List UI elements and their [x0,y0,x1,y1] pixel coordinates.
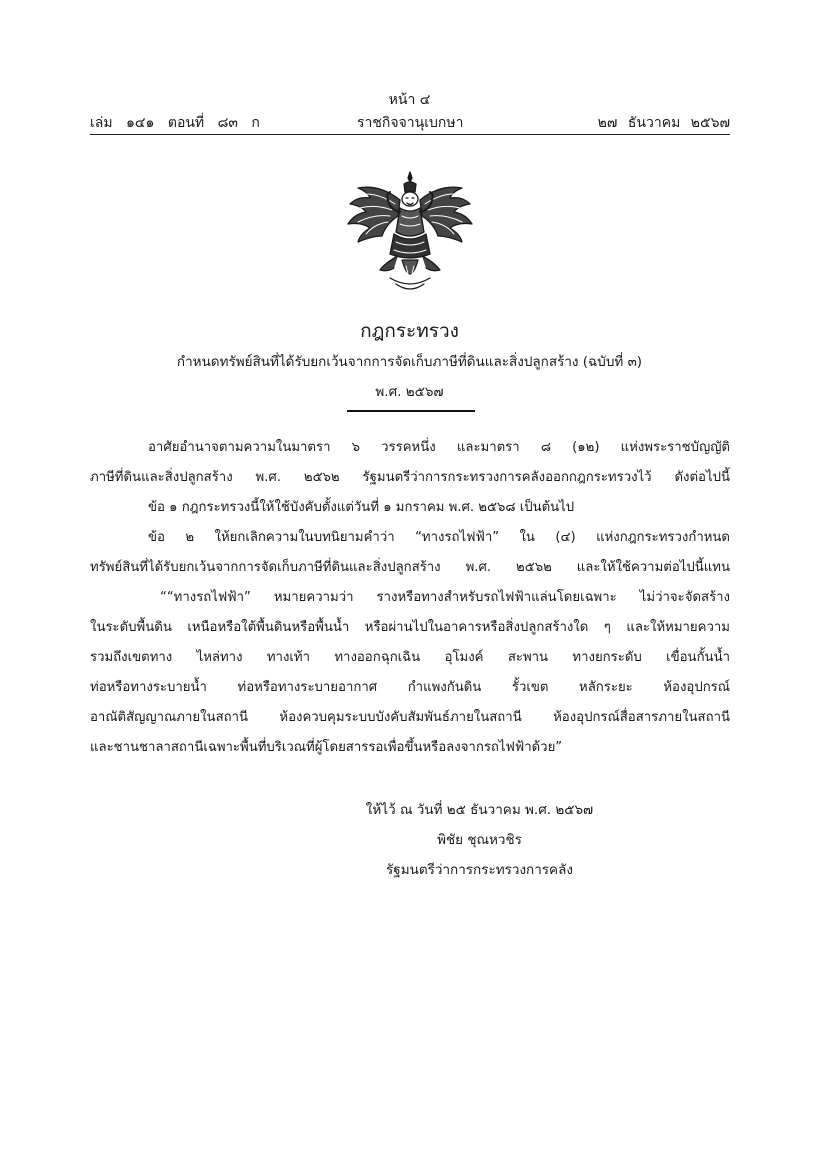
preamble-line-1: อาศัยอำนาจตามความในมาตรา ๖ วรรคหนึ่ง และมาตรา ๘ (๑๒) แห่งพระราชบัญญัติ [148,440,730,455]
document-title: กฎกระทรวง [360,320,459,342]
definition-line-3: รวมถึงเขตทาง ไหล่ทาง ทางเท้า ทางออกฉุกเฉิน อุโมงค์ สะพาน ทางยกระดับ เขื่อนกั้นน้ำ [90,650,730,665]
signature-date: ให้ไว้ ณ วันที่ ๒๕ ธันวาคม พ.ศ. ๒๕๖๗ [365,802,594,818]
publication-name: ราชกิจจานุเบกษา [357,115,464,131]
definition-line-6: และชานชาลาสถานีเฉพาะพื้นที่บริเวณที่ผู้โดยสารรอเพื่อขึ้นหรือลงจากรถไฟฟ้าด้วย” [90,740,563,755]
title-divider [347,410,475,412]
clause-1: ข้อ ๑ กฎกระทรวงนี้ให้ใช้บังคับตั้งแต่วันที่ ๑ มกราคม พ.ศ. ๒๕๖๘ เป็นต้นไป [148,500,575,515]
publication-date: ๒๗ ธันวาคม ๒๕๖๗ [597,115,730,131]
signer-title: รัฐมนตรีว่าการกระทรวงการคลัง [386,862,573,878]
document-subtitle: กำหนดทรัพย์สินที่ได้รับยกเว้นจากการจัดเก็บภาษีที่ดินและสิ่งปลูกสร้าง (ฉบับที่ ๓) [176,354,643,370]
clause-2-line-1: ข้อ ๒ ให้ยกเลิกความในบทนิยามคำว่า “ทางรถไฟฟ้า” ใน (๔) แห่งกฎกระทรวงกำหนด [148,530,730,545]
page-number: หน้า ๔ [388,92,431,108]
definition-line-1: ““ทางรถไฟฟ้า” หมายความว่า รางหรือทางสำหรับรถไฟฟ้าแล่นโดยเฉพาะ ไม่ว่าจะจัดสร้าง [160,590,730,605]
preamble-line-2: ภาษีที่ดินและสิ่งปลูกสร้าง พ.ศ. ๒๕๖๒ รัฐมนตรีว่าการกระทรวงการคลังออกกฎกระทรวงไว้ ดังต่อไปนี้ [90,470,730,485]
signer-name: พิชัย ชุณหวชิร [437,832,522,848]
definition-line-5: อาณัติสัญญาณภายในสถานี ห้องควบคุมระบบบังคับสัมพันธ์ภายในสถานี ห้องอุปกรณ์สื่อสารภายในสถานี [90,710,730,725]
document-year: พ.ศ. ๒๕๖๗ [375,384,444,400]
garuda-emblem-icon [340,170,480,295]
gazette-header [90,112,730,135]
clause-2-line-2: ทรัพย์สินที่ได้รับยกเว้นจากการจัดเก็บภาษีที่ดินและสิ่งปลูกสร้าง พ.ศ. ๒๕๖๒ และให้ใช้ความต่อไปนี้แทน [90,560,730,575]
volume-issue: เล่ม ๑๔๑ ตอนที่ ๘๓ ก [90,115,260,131]
definition-line-2: ในระดับพื้นดิน เหนือหรือใต้พื้นดินหรือพื้นน้ำ หรือผ่านไปในอาคารหรือสิ่งปลูกสร้างใด ๆ และให้หมายความ [90,620,730,635]
definition-line-4: ท่อหรือทางระบายน้ำ ท่อหรือทางระบายอากาศ กำแพงกันดิน รั้วเขต หลักระยะ ห้องอุปกรณ์ [90,680,730,695]
